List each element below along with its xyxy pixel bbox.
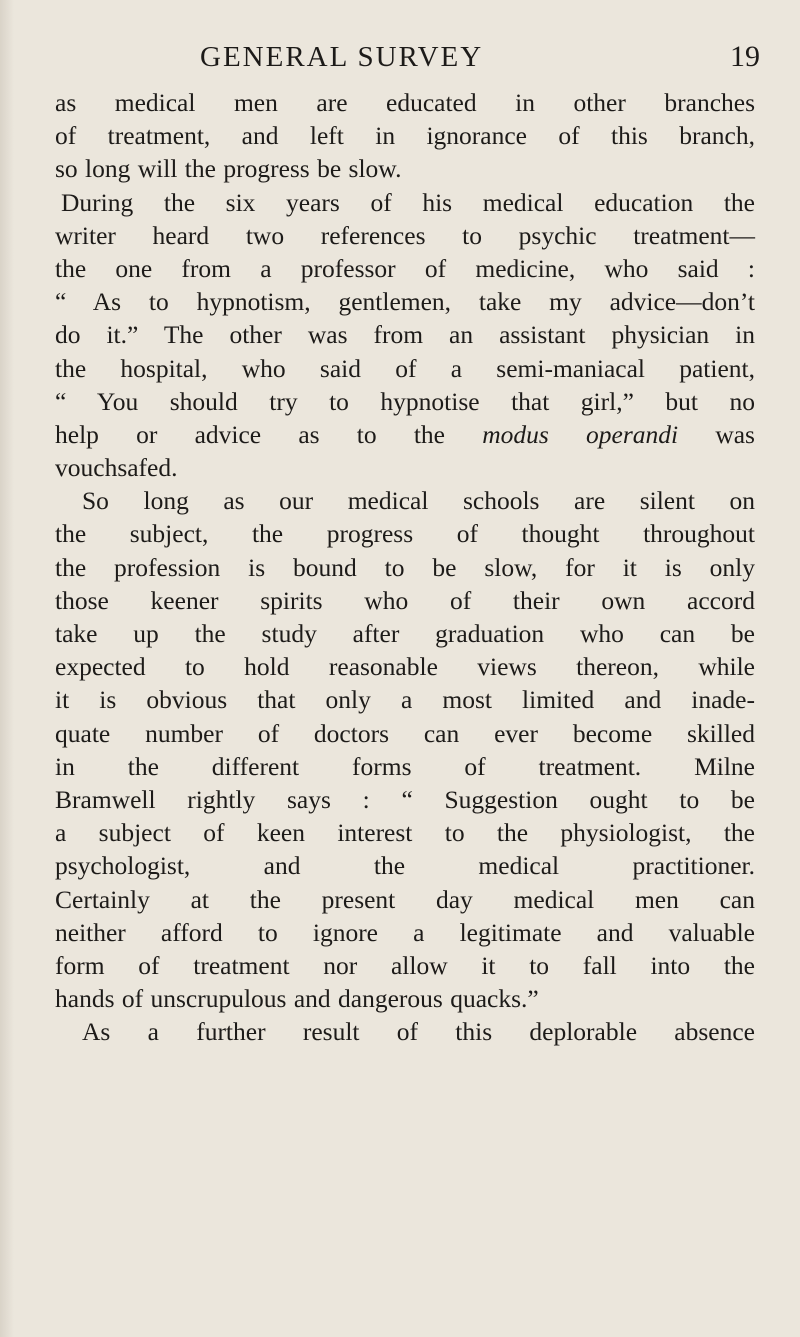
text-line: those keener spirits who of their own accord (55, 585, 755, 615)
text-line: hands of unscrupulous and dangerous quacks.” (55, 984, 539, 1014)
text-line: in the different forms of treatment. Milne (55, 751, 755, 781)
text-line: writer heard two references to psychic treatment— (55, 220, 755, 250)
text-line: take up the study after graduation who can be (55, 619, 755, 648)
page-header (0, 40, 800, 80)
text-line: Certainly at the present day medical men can (55, 884, 755, 914)
text-line: of treatment, and left in ignorance of this branch, (55, 121, 755, 151)
text-run: was (678, 419, 755, 449)
text-line: “ You should try to hypnotise that girl,” but no (55, 386, 755, 416)
page-gutter (0, 0, 14, 1337)
text-line: psychologist, and the medical practitioner. (55, 851, 755, 881)
page-number: 19 (730, 40, 760, 73)
text-line: so long will the progress be slow. (55, 154, 402, 184)
text-line: Bramwell rightly says : “ Suggestion ought to be (55, 784, 755, 814)
paragraph-start-line: As a further result of this deplorable absence (82, 1017, 755, 1047)
text-line: the subject, the progress of thought throughout (55, 519, 755, 549)
text-line: expected to hold reasonable views thereon, while (55, 652, 755, 682)
italic-phrase: modus operandi (482, 419, 679, 449)
text-line: vouchsafed. (55, 453, 178, 483)
text-line: it is obvious that only a most limited and inade- (55, 685, 755, 715)
text-line: quate number of doctors can ever become skilled (55, 718, 755, 748)
text-line: the hospital, who said of a semi-maniacal patient, (55, 353, 755, 383)
text-line: the one from a professor of medicine, who said : (55, 253, 755, 283)
text-line: form of treatment nor allow it to fall into the (55, 950, 755, 980)
text-line: “ As to hypnotism, gentlemen, take my advice—don’t (55, 287, 755, 317)
text-line: do it.” The other was from an assistant physician in (55, 320, 755, 350)
text-line: a subject of keen interest to the physiologist, the (55, 818, 755, 848)
text-line: the profession is bound to be slow, for it is only (55, 552, 755, 582)
paragraph-start-line: So long as our medical schools are silent on (82, 486, 755, 516)
paragraph-start-line: During the six years of his medical education the (61, 187, 755, 217)
text-line-with-italic (55, 418, 755, 451)
text-run: help or advice as to the (55, 419, 483, 449)
running-head: GENERAL SURVEY (200, 41, 484, 73)
body-text (55, 86, 755, 1048)
text-line: neither afford to ignore a legitimate and valuable (55, 917, 755, 947)
text-line: as medical men are educated in other branches (55, 88, 755, 117)
